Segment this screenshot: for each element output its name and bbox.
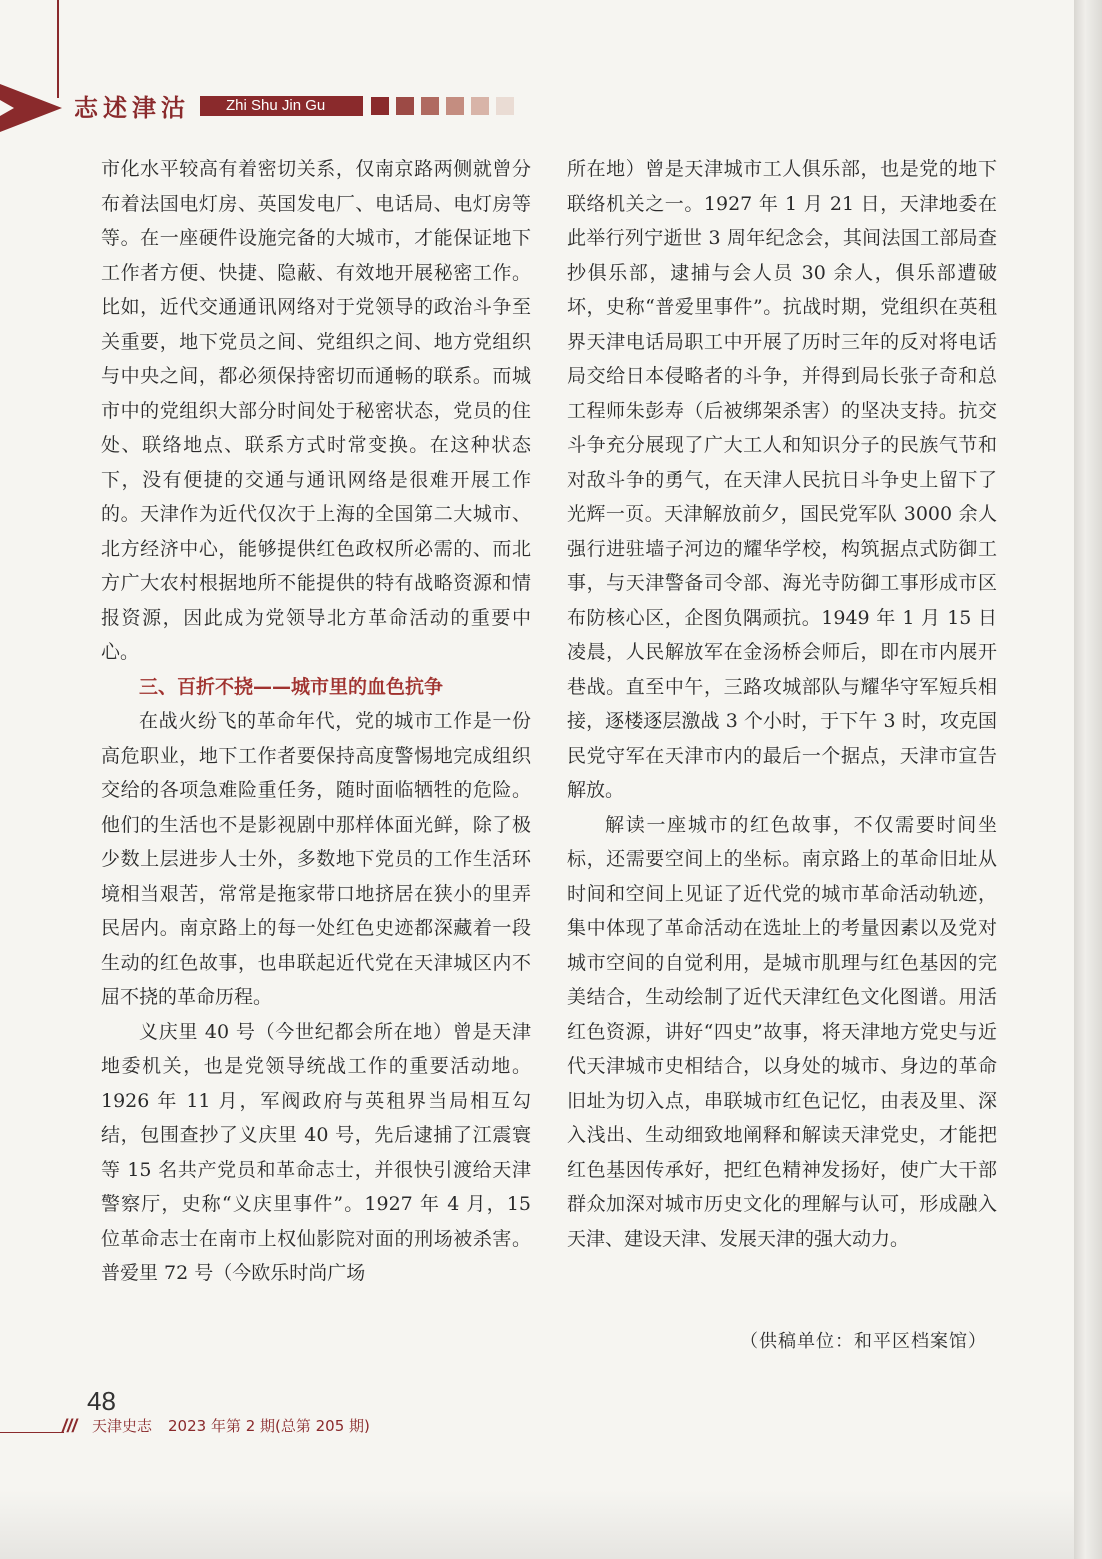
right-column <box>567 152 997 1256</box>
contributor-credit: （供稿单位：和平区档案馆） <box>740 1331 987 1352</box>
footer-slash-icon: /// <box>62 1416 78 1436</box>
page-number: 48 <box>87 1386 116 1416</box>
header-color-block <box>446 97 464 115</box>
right-paragraph-2: 解读一座城市的红色故事，不仅需要时间坐标，还需要空间上的坐标。南京路上的革命旧址从时间和空间上见证了近代党的城市革命活动轨迹，集中体现了革命活动在选址上的考量因素以及党对城市空间的自觉利用，是城市肌理与红色基因的完美结合，生动绘制了近代天津红色文化图谱。用活红色资源，讲好“四史”故事，将天津地方党史与近代天津城市史相结合，以身处的城市、身边的革命旧址为切入点，串联城市红色记忆，由表及里、深入浅出、生动细致地阐释和解读天津党史，才能把红色基因传承好，把红色精神发扬好，使广大干部群众加深对城市历史文化的理解与认可，形成融入天津、建设天津、发展天津的强大动力。 <box>567 813 997 1250</box>
left-paragraph-2: 在战火纷飞的革命年代，党的城市工作是一份高危职业，地下工作者要保持高度警惕地完成组织交给的各项急难险重任务，随时面临牺牲的危险。他们的生活也不是影视剧中那样体面光鲜，除了极少数上层进步人士外，多数地下党员的工作生活环境相当艰苦，常常是拖家带口地挤居在狭小的里弄民居内。南京路上的每一处红色史迹都深藏着一段生动的红色故事，也串联起近代党在天津城区内不屈不挠的革命历程。 <box>101 710 531 1008</box>
header-arrow-notch <box>0 100 14 116</box>
bottom-shade <box>0 1490 1074 1559</box>
section-pinyin-band: Zhi Shu Jin Gu <box>200 96 363 116</box>
left-column <box>101 152 531 1291</box>
header-color-block <box>396 97 414 115</box>
right-paragraph-1: 所在地）曾是天津城市工人俱乐部，也是党的地下联络机关之一。1927 年 1 月 21 日，天津地委在此举行列宁逝世 3 周年纪念会，其间法国工部局查抄俱乐部，逮捕与会人员 30 余人，俱乐部遭破坏，史称“普爱里事件”。抗战时期，党组织在英租界天津电话局职工中开展了历时三年的反对将电话局交给日本侵略者的斗争，并得到局长张子奇和总工程师朱彭寿（后被绑架杀害）的坚决支持。抗交斗争充分展现了广大工人和知识分子的民族气节和对敌斗争的勇气，在天津人民抗日斗争史上留下了光辉一页。天津解放前夕，国民党军队 3000 余人强行进驻墙子河边的耀华学校，构筑据点式防御工事，与天津警备司令部、海光寺防御工事形成市区布防核心区，企图负隅顽抗。1949 年 1 月 15 日凌晨，人民解放军在金汤桥会师后，即在市内展开巷战。直至中午，三路攻城部队与耀华守军短兵相接，逐楼逐层激战 3 个小时，于下午 3 时，攻克国民党守军在天津市内的最后一个据点，天津市宣告解放。 <box>567 158 997 801</box>
footer-journal-name: 天津史志 <box>92 1417 153 1435</box>
section-subheading: 三、百折不挠——城市里的血色抗争 <box>139 675 444 698</box>
footer-issue: 2023 年第 2 期(总第 205 期) <box>168 1417 370 1435</box>
header-color-block <box>471 97 489 115</box>
left-paragraph-1: 市化水平较高有着密切关系，仅南京路两侧就曾分布着法国电灯房、英国发电厂、电话局、电灯房等等。在一座硬件设施完备的大城市，才能保证地下工作者方便、快捷、隐蔽、有效地开展秘密工作。比如，近代交通通讯网络对于党领导的政治斗争至关重要，地下党员之间、党组织之间、地方党组织与中央之间，都必须保持密切而通畅的联系。而城市中的党组织大部分时间处于秘密状态，党员的住处、联络地点、联系方式时常变换。在这种状态下，没有便捷的交通与通讯网络是很难开展工作的。天津作为近代仅次于上海的全国第二大城市、北方经济中心，能够提供红色政权所必需的、而北方广大农村根据地所不能提供的特有战略资源和情报资源，因此成为党领导北方革命活动的重要中心。 <box>101 158 531 663</box>
header-color-block <box>371 97 389 115</box>
left-paragraph-3: 义庆里 40 号（今世纪都会所在地）曾是天津地委机关，也是党领导统战工作的重要活动地。1926 年 11 月，军阀政府与英租界当局相互勾结，包围查抄了义庆里 40 号，先后逮捕了江震寰等 15 名共产党员和革命志士，并很快引渡给天津警察厅，史称“义庆里事件”。1927 年 4 月，15 位革命志士在南市上权仙影院对面的刑场被杀害。普爱里 72 号（今欧乐时尚广场 <box>101 1020 531 1284</box>
footer-rule <box>0 1432 64 1433</box>
header-color-block <box>421 97 439 115</box>
page-edge <box>1074 0 1102 1559</box>
section-title: 志述津沽 <box>74 94 190 122</box>
header-color-block <box>496 97 514 115</box>
